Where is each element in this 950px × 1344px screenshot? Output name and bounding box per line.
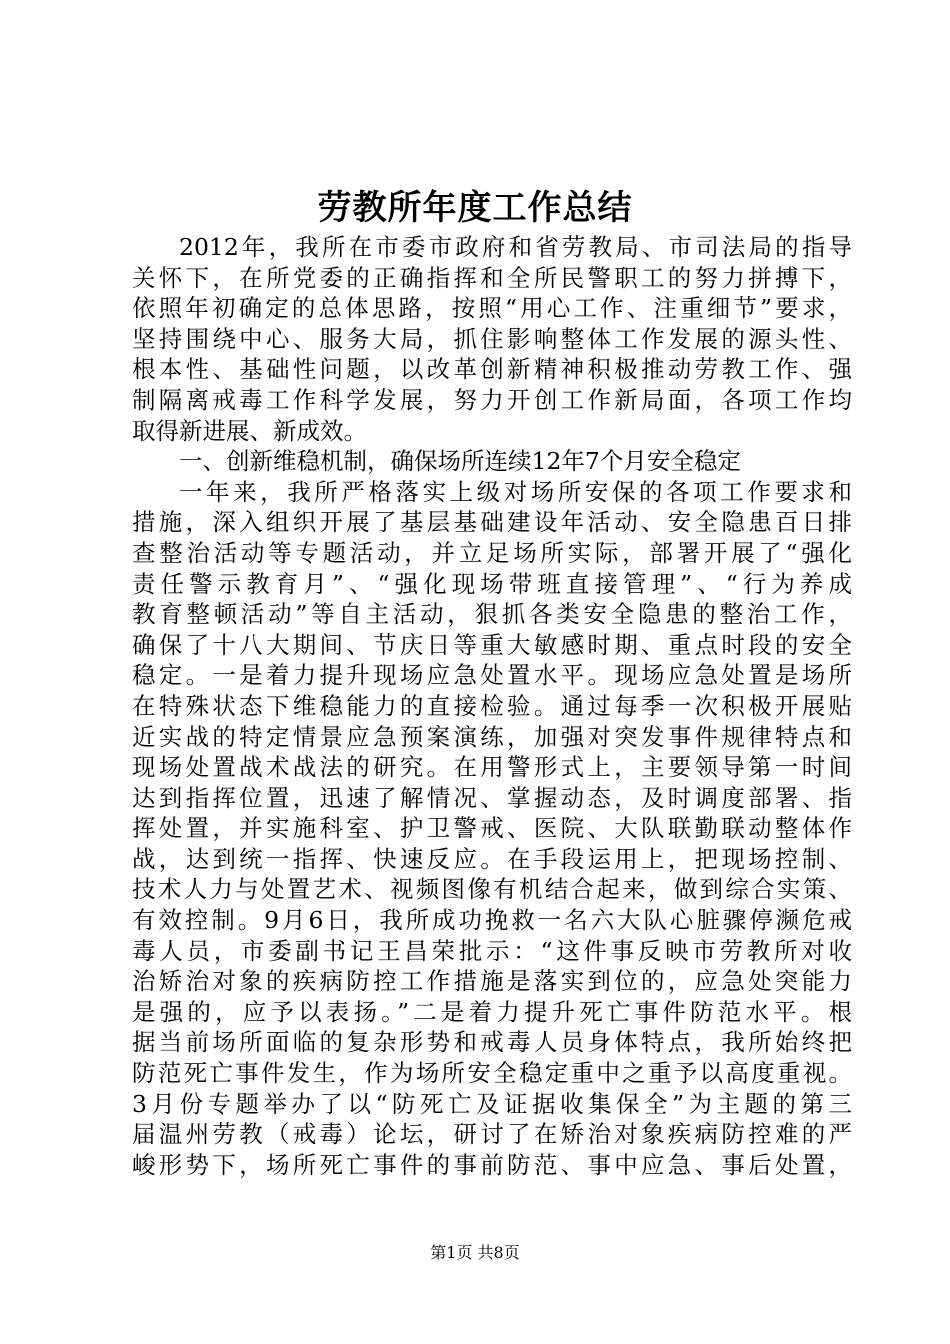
- text-line: 治矫治对象的疾病防控工作措施是落实到位的，应急处突能力: [132, 967, 852, 996]
- text-line: 现场处置战术战法的研究。在用警形式上，主要领导第一时间: [132, 753, 852, 782]
- text-line: 稳定。一是着力提升现场应急处置水平。现场应急处置是场所: [132, 661, 852, 690]
- text-line: 毒人员，市委副书记王昌荣批示：“这件事反映市劳教所对收: [132, 936, 852, 965]
- page-title: 劳教所年度工作总结: [317, 188, 633, 228]
- text-line: 取得新进展、新成效。: [132, 416, 367, 445]
- text-line: 责任警示教育月”、“强化现场带班直接管理”、“行为养成: [132, 569, 852, 598]
- section-heading: 一、创新维稳机制，确保场所连续12年7个月安全稳定: [179, 447, 741, 476]
- document-body: [132, 232, 852, 1180]
- page-number: 第1页 共8页: [430, 1243, 520, 1262]
- text-line: 一年来，我所严格落实上级对场所安保的各项工作要求和: [179, 477, 852, 506]
- text-line: 2012年，我所在市委市政府和省劳教局、市司法局的指导: [179, 233, 852, 261]
- text-line: 教育整顿活动”等自主活动，狠抓各类安全隐患的整治工作，: [132, 600, 852, 629]
- text-line: 在特殊状态下维稳能力的直接检验。通过每季一次积极开展贴: [132, 691, 852, 720]
- text-line: 峻形势下，场所死亡事件的事前防范、事中应急、事后处置，: [132, 1150, 852, 1179]
- text-line: 制隔离戒毒工作科学发展，努力开创工作新局面，各项工作均: [132, 385, 852, 414]
- text-line: 据当前场所面临的复杂形势和戒毒人员身体特点，我所始终把: [132, 1028, 852, 1057]
- text-line: 届温州劳教（戒毒）论坛，研讨了在矫治对象疾病防控难的严: [132, 1120, 852, 1149]
- text-line: 查整治活动等专题活动，并立足场所实际，部署开展了“强化: [132, 538, 852, 567]
- text-line: 3月份专题举办了以“防死亡及证据收集保全”为主题的第三: [132, 1089, 852, 1118]
- text-line: 坚持围绕中心、服务大局，抓住影响整体工作发展的源头性、: [132, 324, 852, 353]
- text-line: 措施，深入组织开展了基层基础建设年活动、安全隐患百日排: [132, 508, 852, 537]
- text-line: 挥处置，并实施科室、护卫警戒、医院、大队联勤联动整体作: [132, 814, 852, 843]
- text-line: 近实战的特定情景应急预案演练，加强对突发事件规律特点和: [132, 722, 852, 751]
- text-line: 关怀下，在所党委的正确指挥和全所民警职工的努力拼搏下，: [132, 263, 852, 292]
- text-line: 依照年初确定的总体思路，按照“用心工作、注重细节”要求，: [132, 294, 852, 323]
- text-line: 有效控制。9月6日，我所成功挽救一名六大队心脏骤停濒危戒: [132, 906, 852, 935]
- text-line: 是强的，应予以表扬。”二是着力提升死亡事件防范水平。根: [132, 997, 852, 1026]
- text-line: 战，达到统一指挥、快速反应。在手段运用上，把现场控制、: [132, 844, 852, 873]
- text-line: 防范死亡事件发生，作为场所安全稳定重中之重予以高度重视。: [132, 1059, 852, 1088]
- text-line: 达到指挥位置，迅速了解情况、掌握动态，及时调度部署、指: [132, 783, 852, 812]
- text-line: 确保了十八大期间、节庆日等重大敏感时期、重点时段的安全: [132, 630, 852, 659]
- text-line: 根本性、基础性问题，以改革创新精神积极推动劳教工作、强: [132, 355, 852, 384]
- text-line: 技术人力与处置艺术、视频图像有机结合起来，做到综合实策、: [132, 875, 852, 904]
